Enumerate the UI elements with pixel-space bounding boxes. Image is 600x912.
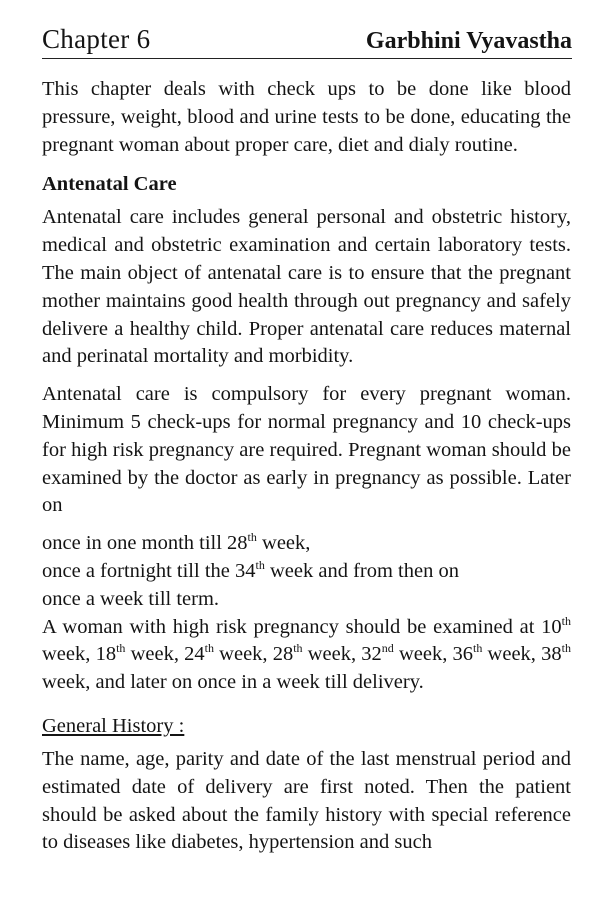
running-header — [42, 24, 572, 59]
intro-paragraph: This chapter deals with check ups to be done like blood pressure, weight, blood and urine tests to be done, educating the pregnant woman about proper care, diet and dialy routine. — [42, 78, 571, 156]
high-risk-paragraph: A woman with high risk pregnancy should be examined at 10th week, 18th week, 24th week, 28th week, 32nd week, 36th week, 38th week, and later on once in a week till delivery. — [42, 613, 571, 694]
page-body — [42, 76, 571, 857]
chapter-title: Garbhini Vyavastha — [365, 28, 572, 54]
antenatal-care-heading: Antenatal Care — [42, 173, 177, 196]
general-history-paragraph: The name, age, parity and date of the last menstrual period and estimated date of delivery are first noted. Then the patient should be asked about the family history with special reference to diseases like diabetes, hypertension and such — [42, 747, 571, 854]
schedule-line-fortnightly: once a fortnight till the 34th week and from then on — [42, 557, 459, 582]
chapter-number: Chapter 6 — [42, 24, 151, 54]
checkup-schedule — [42, 530, 571, 613]
schedule-line-weekly: once a week till term. — [42, 587, 220, 610]
antenatal-paragraph-1: Antenatal care includes general personal and obstetric history, medical and obstetric examination and certain laboratory tests. The main object of antenatal care is to ensure that the pregnant mother maintains good health through out pregnancy and safely delivere a healthy child. Proper antenatal care reduces maternal and perinatal mortality and morbidity. — [42, 206, 571, 368]
general-history-heading: General History : — [42, 714, 185, 737]
antenatal-paragraph-2: Antenatal care is compulsory for every pregnant woman. Minimum 5 check-ups for normal pregnancy and 10 check-ups for high risk pregnancy are required. Pregnant woman should be examined by the doctor as early in pregnancy as possible. Later on — [42, 383, 571, 517]
schedule-line-monthly: once in one month till 28th week, — [42, 530, 311, 555]
